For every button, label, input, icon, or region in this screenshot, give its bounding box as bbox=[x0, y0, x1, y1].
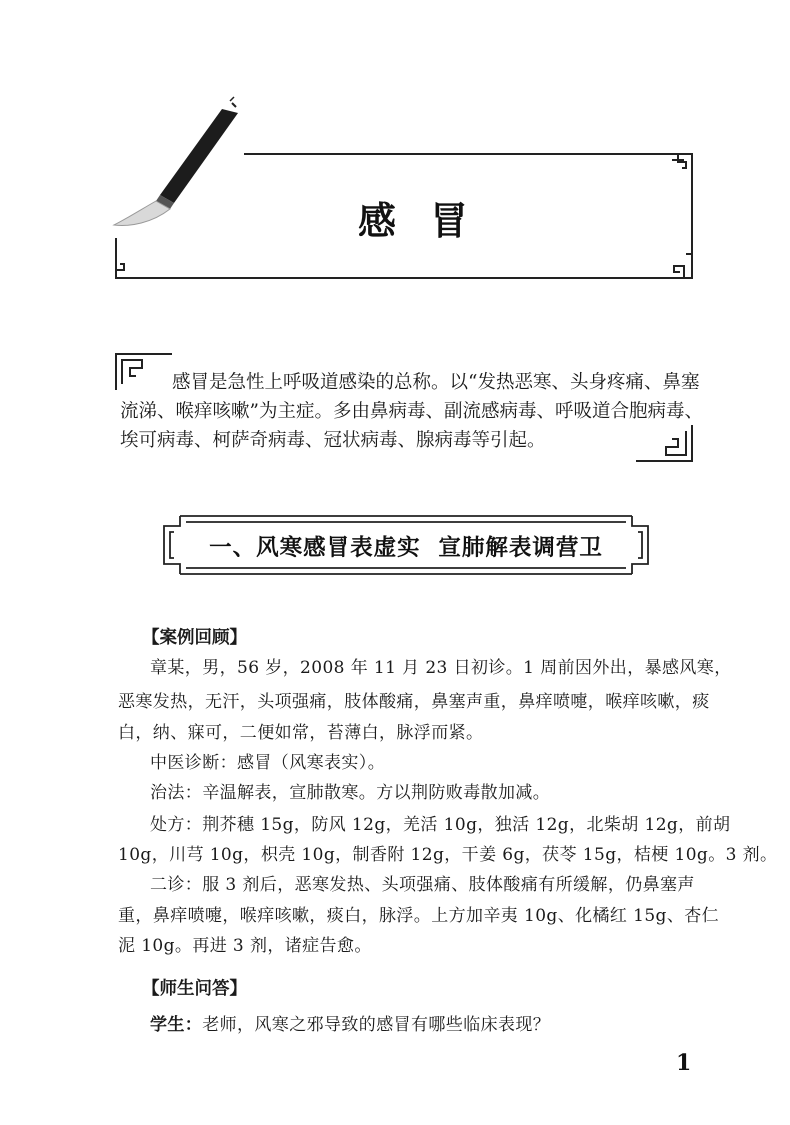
diagnosis-line: 中医诊断：感冒（风寒表实）。 bbox=[150, 753, 386, 773]
qa-heading: 【师生问答】 bbox=[142, 979, 247, 999]
student-question-line bbox=[150, 1012, 550, 1038]
intro-line-2: 流涕、喉痒咳嗽”为主症。多由鼻病毒、副流感病毒、呼吸道合胞病毒、 bbox=[120, 401, 703, 422]
page-number: 1 bbox=[676, 1050, 692, 1076]
section-title: 一、风寒感冒表虚实 宣肺解表调营卫 bbox=[209, 535, 603, 561]
case-line-2: 恶寒发热，无汗，头项强痛，肢体酸痛，鼻塞声重，鼻痒喷嚏，喉痒咳嗽，痰 bbox=[118, 692, 710, 712]
chapter-title: 感冒 bbox=[357, 199, 502, 243]
intro-line-3: 埃可病毒、柯萨奇病毒、冠状病毒、腺病毒等引起。 bbox=[120, 430, 546, 451]
prescription-line-1: 处方：荆芥穗 15g，防风 12g，羌活 10g，独活 12g，北柴胡 12g，前胡 bbox=[150, 815, 731, 835]
student-label: 学生： bbox=[150, 1015, 203, 1035]
prescription-line-2: 10g，川芎 10g，枳壳 10g，制香附 12g，干姜 6g，茯苓 15g，桔梗 10g。3 剂。 bbox=[118, 845, 778, 865]
treatment-line: 治法：辛温解表，宣肺散寒。方以荆防败毒散加减。 bbox=[150, 783, 551, 803]
case-line-1: 章某，男，56 岁，2008 年 11 月 23 日初诊。1 周前因外出，暴感风寒， bbox=[150, 658, 732, 678]
followup-line-2: 重，鼻痒喷嚏，喉痒咳嗽，痰白，脉浮。上方加辛夷 10g、化橘红 15g、杏仁 bbox=[118, 906, 720, 926]
case-review-heading: 【案例回顾】 bbox=[142, 628, 247, 648]
followup-line-1: 二诊：服 3 剂后，恶寒发热、头项强痛、肢体酸痛有所缓解，仍鼻塞声 bbox=[150, 875, 695, 895]
calligraphy-brush-icon bbox=[112, 95, 252, 235]
case-line-3: 白，纳、寐可，二便如常，苔薄白，脉浮而紧。 bbox=[118, 723, 484, 743]
followup-line-3: 泥 10g。再进 3 剂，诸症告愈。 bbox=[118, 936, 372, 956]
student-question: 老师，风寒之邪导致的感冒有哪些临床表现？ bbox=[202, 1015, 551, 1035]
intro-line-1: 感冒是急性上呼吸道感染的总称。以“发热恶寒、头身疼痛、鼻塞 bbox=[172, 372, 700, 393]
